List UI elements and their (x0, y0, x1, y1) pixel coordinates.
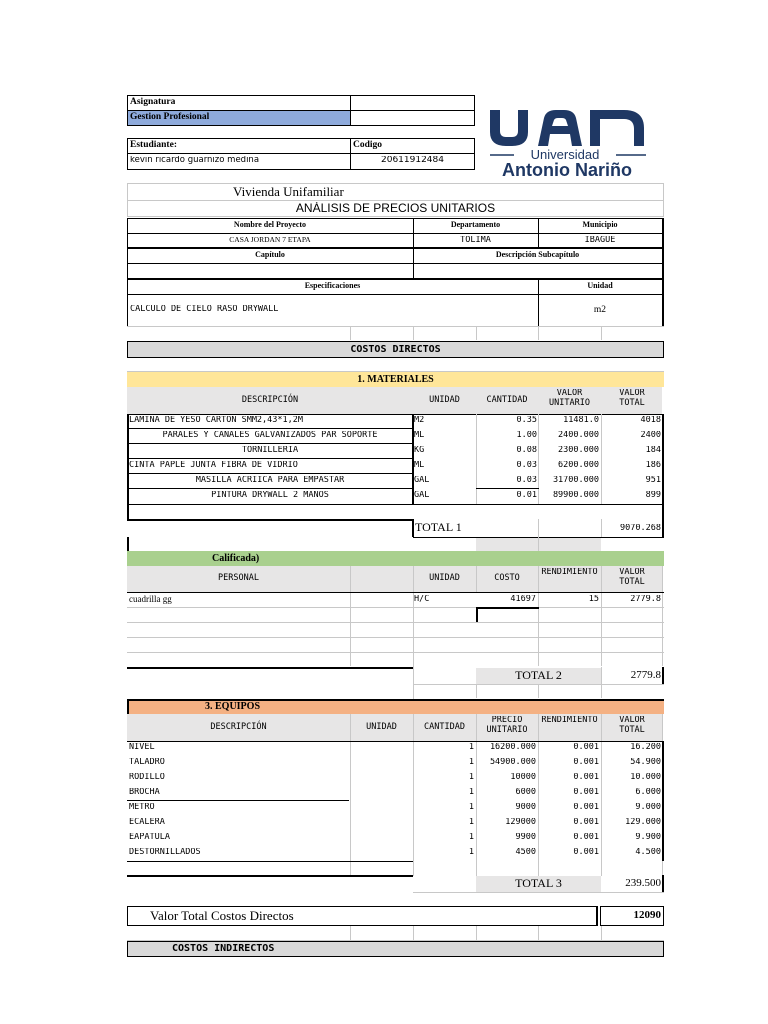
equipo-valor-total: 54.900 (630, 758, 661, 767)
material-cantidad: 0.35 (516, 416, 537, 425)
equipo-desc: ECALERA (129, 818, 165, 827)
equipo-rendimiento: 0.001 (573, 848, 599, 857)
departamento-value: TOLIMA (460, 236, 491, 245)
material-desc: MASILLA ACRIICA PARA EMPASTAR (195, 476, 345, 485)
eq-header-unidad: UNIDAD (366, 721, 397, 732)
equipo-precio: 6000 (515, 788, 536, 797)
total-2-label: TOTAL 2 (515, 669, 562, 682)
material-cantidad: 0.08 (516, 446, 537, 455)
equipo-precio: 54900.000 (489, 758, 536, 767)
costos-indirectos-label: COSTOS INDIRECTOS (172, 943, 275, 954)
total-1-label: TOTAL 1 (415, 521, 462, 534)
uan-logo (486, 100, 652, 185)
municipio-label: Municipio (582, 221, 618, 229)
equipo-valor-total: 6.000 (635, 788, 661, 797)
mo-header-unidad: UNIDAD (429, 573, 460, 584)
equipo-precio: 4500 (515, 848, 536, 857)
equipo-precio: 10000 (510, 773, 536, 782)
material-unidad: ML (414, 431, 425, 440)
descripcion-subcapitulo-label: Descripción Subcapítulo (495, 251, 580, 259)
especificaciones-label: Especificaciones (304, 282, 361, 290)
nombre-proyecto-label: Nombre del Proyecto (233, 221, 307, 229)
equipo-precio: 9900 (515, 833, 536, 842)
mo-row-rendimiento: 15 (588, 595, 599, 604)
equipo-desc: METRO (129, 803, 155, 812)
equipo-desc: NIVEL (129, 743, 155, 752)
total-1-value: 9070.268 (620, 524, 661, 533)
equipo-desc: BROCHA (129, 788, 160, 797)
equipo-cantidad: 1 (468, 818, 474, 827)
material-valor-unitario: 6200.000 (558, 461, 599, 470)
equipo-valor-total: 10.000 (630, 773, 661, 782)
equipo-valor-total: 9.900 (635, 833, 661, 842)
material-valor-total: 4018 (640, 416, 661, 425)
total-2-value: 2779.8 (630, 669, 661, 681)
equipo-cantidad: 1 (468, 743, 474, 752)
mo-header-costo: COSTO (494, 573, 520, 584)
logo-line2: Antonio Nariño (502, 160, 632, 180)
material-valor-unitario: 89900.000 (552, 491, 599, 500)
equipo-valor-total: 16.200 (630, 743, 661, 752)
equipo-desc: EAPATULA (129, 833, 170, 842)
estudiante-label: Estudiante: (130, 140, 177, 150)
equipo-desc: DESTORNILLADOS (129, 848, 201, 857)
materiales-title: 1. MATERIALES (357, 374, 434, 385)
total-3-value: 239.500 (625, 877, 661, 889)
asignatura-label: Asignatura (130, 97, 176, 107)
equipo-cantidad: 1 (468, 803, 474, 812)
material-cantidad: 1.00 (516, 431, 537, 440)
material-unidad: M2 (414, 416, 425, 425)
equipo-cantidad: 1 (468, 848, 474, 857)
mat-header-unidad: UNIDAD (429, 394, 460, 405)
material-valor-total: 184 (645, 446, 661, 455)
codigo-value: 20611912484 (381, 156, 444, 165)
material-desc: PINTURA DRYWALL 2 MANOS (211, 491, 329, 500)
material-valor-total: 951 (645, 476, 661, 485)
material-valor-unitario: 31700.000 (552, 476, 599, 485)
eq-header-descripcion: DESCRIPCIÓN (210, 721, 267, 732)
eq-header-rendimiento: RENDIMIENTO (541, 716, 598, 725)
material-cantidad: 0.03 (516, 461, 537, 470)
mat-header-valor-total: VALOR TOTAL (619, 389, 645, 408)
equipo-rendimiento: 0.001 (573, 788, 599, 797)
estudiante-value: kevin ricardo guarnizo medina (130, 156, 260, 165)
unidad-label: Unidad (587, 282, 613, 290)
codigo-label: Codigo (353, 140, 383, 150)
eq-header-valor-total: VALOR TOTAL (619, 716, 645, 735)
mano-obra-title: Calificada) (212, 553, 260, 564)
mo-row-unidad: H/C (414, 595, 430, 604)
mo-row-personal: cuadrilla gg (129, 595, 172, 604)
costos-directos-label: COSTOS DIRECTOS (350, 344, 441, 355)
material-valor-total: 186 (645, 461, 661, 470)
equipo-rendimiento: 0.001 (573, 818, 599, 827)
nombre-proyecto-value: CASA JORDAN 7 ETAPA (229, 236, 311, 244)
especificacion-value: CALCULO DE CIELO RASO DRYWALL (130, 305, 279, 314)
material-valor-unitario: 2300.000 (558, 446, 599, 455)
municipio-value: IBAGUE (584, 236, 616, 245)
total-3-label: TOTAL 3 (515, 877, 562, 890)
mo-header-valor-total: VALOR TOTAL (619, 568, 645, 587)
material-desc: PARALES Y CANALES GALVANIZADOS PAR SOPORTE (162, 431, 378, 440)
material-unidad: KG (414, 446, 425, 455)
material-unidad: GAL (414, 491, 430, 500)
mo-header-rendimiento: RENDIMIENTO (541, 568, 598, 577)
equipo-valor-total: 9.000 (635, 803, 661, 812)
material-desc: LAMINA DE YESO CARTON SMM2,43*1,2M (129, 416, 303, 425)
equipo-desc: TALADRO (129, 758, 165, 767)
equipo-cantidad: 1 (468, 788, 474, 797)
equipo-cantidad: 1 (468, 773, 474, 782)
valor-total-value: 12090 (633, 909, 661, 921)
material-desc: CINTA PAPLE JUNTA FIBRA DE VIDRIO (129, 461, 298, 470)
equipo-rendimiento: 0.001 (573, 743, 599, 752)
material-cantidad: 0.01 (516, 491, 537, 500)
equipo-rendimiento: 0.001 (573, 758, 599, 767)
gestion-label: Gestion Profesional (130, 112, 210, 122)
eq-header-precio-unitario: PRECIO UNITARIO (486, 716, 528, 735)
equipos-title: 3. EQUIPOS (205, 701, 261, 712)
mat-header-valor-unitario: VALOR UNITARIO (549, 389, 590, 408)
equipo-cantidad: 1 (468, 833, 474, 842)
material-desc: TORNILLERIA (241, 446, 299, 455)
mo-row-costo: 41697 (510, 595, 536, 604)
capitulo-label: Capítulo (255, 251, 285, 259)
equipo-valor-total: 129.000 (625, 818, 661, 827)
doc-title: Vivienda Unifamiliar (233, 185, 344, 199)
equipo-valor-total: 4.500 (635, 848, 661, 857)
material-valor-unitario: 2400.000 (558, 431, 599, 440)
valor-total-label: Valor Total Costos Directos (150, 909, 294, 923)
mo-header-personal: PERSONAL (218, 573, 259, 584)
material-unidad: GAL (414, 476, 430, 485)
material-unidad: ML (414, 461, 425, 470)
mat-header-cantidad: CANTIDAD (486, 394, 528, 405)
unidad-value: m2 (593, 305, 607, 315)
material-valor-total: 2400 (640, 431, 661, 440)
equipo-precio: 9000 (515, 803, 536, 812)
equipo-precio: 129000 (505, 818, 536, 827)
eq-header-cantidad: CANTIDAD (424, 721, 465, 732)
material-valor-unitario: 11481.0 (563, 416, 599, 425)
equipo-rendimiento: 0.001 (573, 833, 599, 842)
equipo-rendimiento: 0.001 (573, 773, 599, 782)
mo-row-valor-total: 2779.8 (630, 595, 661, 604)
departamento-label: Departamento (450, 221, 501, 229)
doc-subtitle: ANÁLISIS DE PRECIOS UNITARIOS (295, 202, 496, 215)
material-cantidad: 0.03 (516, 476, 537, 485)
equipo-rendimiento: 0.001 (573, 803, 599, 812)
equipo-precio: 16200.000 (489, 743, 536, 752)
equipo-desc: RODILLO (129, 773, 165, 782)
equipo-cantidad: 1 (468, 758, 474, 767)
logo-line1: Universidad (530, 147, 600, 162)
material-valor-total: 899 (645, 491, 661, 500)
mat-header-descripcion: DESCRIPCIÓN (241, 394, 299, 405)
